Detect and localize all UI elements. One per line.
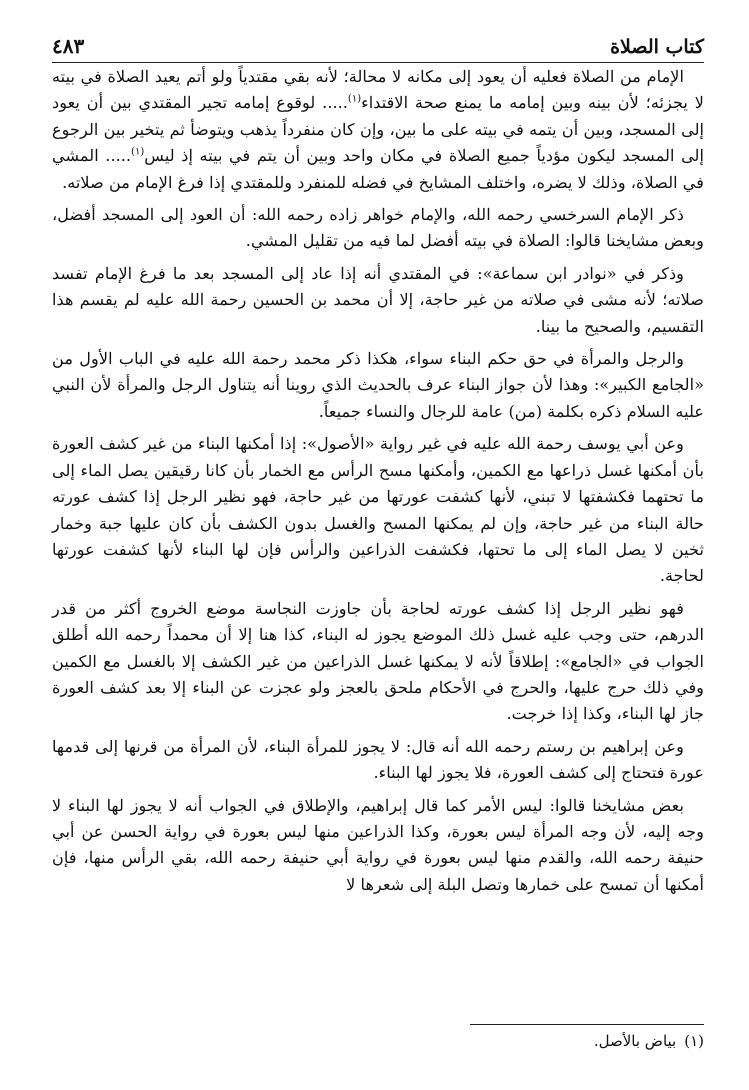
paragraph-text: ..... المشي في الصلاة، وذلك لا يضره، واختلف المشايخ في فضله للمنفرد وللمقتدي إذا فرغ الإمام من صلاته. (52, 146, 704, 192)
page-header (52, 32, 704, 63)
paragraph-text: فهو نظير الرجل إذا كشف عورته لحاجة بأن جاوزت النجاسة موضع الخروج أكثر من قدر الدرهم، حتى وجب عليه غسل ذلك الموضع يجوز له البناء، كذا هنا إلا أن محمداً رحمه الله أطلق الجواب في «الجامع»: إطلاقاً لأنه لا يمكنها غسل الذراعين من غير الكشف إلا بالغسل مع الكمين وفي ذلك حرج عليها، والحرج في الأحكام ملحق بالعجز ولو عجزت عن البناء إلا بعد كشف العورة جاز لها البناء، وكذا إذا خرجت. (52, 598, 704, 724)
paragraph-1 (52, 64, 704, 196)
paragraph-text: الإمام من الصلاة فعليه أن يعود إلى مكانه لا محالة؛ لأنه بقي مقتدياً ولو أتم يعيد الصلاة في بيته لا يجزئه؛ لأن بينه وبين إمامه ما يمنع صحة الاقتداء (52, 67, 704, 113)
paragraph-text: بعض مشايخنا قالوا: ليس الأمر كما قال إبراهيم، والإطلاق في الجواب أنه لا يجوز لها البناء لا وجه إليه، لأن وجه المرأة ليس بعورة، وكذا الذراعين منها ليس بعورة في رواية الحسن عن أبي حنيفة رحمه الله، والقدم منها ليس بعورة في رواية أبي حنيفة رحمه الله، بقي الرأس منها، فإن أمكنها أن تمسح على خمارها وتصل البلة إلى شعرها لا (52, 795, 704, 894)
paragraph-6 (52, 596, 704, 728)
paragraph-text: ذكر الإمام السرخسي رحمه الله، والإمام خواهر زاده رحمه الله: أن العود إلى المسجد أفضل، وبعض مشايخنا قالوا: الصلاة في بيته أفضل لما فيه من تقليل المشي. (52, 205, 704, 251)
footnote-ref: (١) (347, 94, 362, 106)
paragraph-text: ..... لوقوع إمامه تجير المقتدي بين أن يعود إلى المسجد، وبين أن يتمه في بيته على ما بين، وإن كان منفرداً يذهب ويتوضأ ثم يتخير بين الرجوع إلى المسجد ليكون مؤدياً جميع الصلاة في مكان واحد وبين أن يتم في بيته إذ ليس (52, 93, 704, 166)
paragraph-text: وعن أبي يوسف رحمة الله عليه في غير رواية «الأصول»: إذا أمكنها البناء من غير كشف العورة بأن أمكنها غسل ذراعها مع الكمين، وأمكنها مسح الرأس مع الخمار بأن كانا رقيقين يصل الماء إلى ما تحتهما فكشفتها لا تبني، لأنها كشفت عورتها من غير حاجة، فهو نظير الرجل إذا كشف عورته حالة البناء من غير حاجة، وإن لم يمكنها المسح والغسل بدون الكشف بأن كان عليها جبة وخمار ثخين لا يصل الماء إلى ما تحتها، فكشفت الذراعين والرأس فإن لها البناء لأنها كشفت عورتها لحاجة. (52, 434, 704, 586)
body-text (52, 64, 704, 904)
page-number: ٤٨٣ (52, 34, 85, 58)
footnote-ref: (١) (131, 146, 145, 158)
footnote-divider (470, 1024, 704, 1025)
paragraph-7 (52, 734, 704, 787)
paragraph-3 (52, 261, 704, 340)
document-page (52, 0, 704, 1090)
paragraph-5 (52, 431, 704, 589)
paragraph-text: وعن إبراهيم بن رستم رحمه الله أنه قال: لا يجوز للمرأة البناء، لأن المرأة من قرنها إلى قدمها عورة فتحتاج إلى كشف العورة، فلا يجوز لها البناء. (52, 736, 704, 783)
paragraph-4 (52, 346, 704, 425)
paragraph-text: وذكر في «نوادر ابن سماعة»: في المقتدي أنه إذا عاد إلى المسجد بعد ما فرغ الإمام تفسد صلاته؛ لأنه مشى في صلاته من غير حاجة، إلا أن محمد بن الحسين رحمة الله عليه لم يقسم هذا التقسيم، والصحيح ما بينا. (52, 263, 704, 336)
footnote-mark: (١) (684, 1032, 704, 1050)
footnote (52, 1030, 704, 1052)
running-title: كتاب الصلاة (610, 36, 704, 58)
paragraph-2 (52, 202, 704, 255)
footnote-text: بياض بالأصل. (593, 1032, 677, 1050)
paragraph-8 (52, 793, 704, 899)
paragraph-text: والرجل والمرأة في حق حكم البناء سواء، هكذا ذكر محمد رحمة الله عليه في الباب الأول من «الجامع الكبير»: وهذا لأن جواز البناء عرف بالحديث الذي روينا أنه يتناول الرجل والمرأة لأن النبي عليه السلام ذكره بكلمة (من) عامة للرجال والنساء جميعاً. (52, 349, 704, 421)
